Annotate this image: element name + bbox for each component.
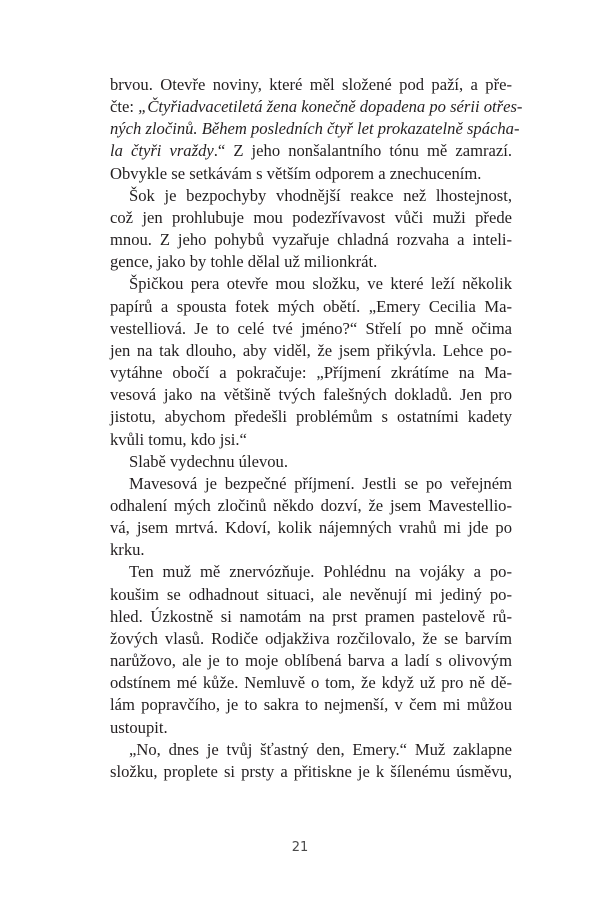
line-text: narůžovo, ale je to moje oblíbená barva a ladí s olivovým: [110, 651, 512, 671]
line-text: .“ Z jeho nonšalantního tónu mě zamrazí.: [213, 141, 512, 161]
line-text: žových vlasů. Rodiče odjakživa rozčilovalo, že se barvím: [110, 628, 512, 648]
line-text: vá, jsem mrtvá. Kdoví, kolik nájemných vrahů mi jde po: [110, 518, 512, 538]
line-text: odhalení mých zločinů někdo dozví, že jsem Mavestellio-: [110, 495, 512, 515]
italic-text: la čtyři vraždy: [110, 141, 214, 161]
text-line: [110, 318, 512, 340]
text-line: [110, 672, 512, 694]
text-line: [110, 96, 523, 118]
line-text: čte:: [110, 97, 139, 117]
text-line: [110, 362, 512, 384]
line-text: což jen prohlubuje mou podezřívavost vůči muži přede: [110, 207, 512, 227]
text-line: [110, 517, 512, 539]
text-line: [110, 650, 512, 672]
line-text: koušim se odhadnout situaci, ale nevěnují mi jediný po-: [110, 584, 512, 604]
text-line: [110, 273, 512, 295]
text-line: [110, 229, 512, 251]
text-line: [110, 429, 512, 451]
text-line: [110, 207, 512, 229]
text-line: [110, 163, 512, 185]
line-text: hled. Úzkostně si namotám na prst pramen pastelově rů-: [110, 606, 512, 626]
text-line: [110, 185, 512, 207]
line-text: krku.: [110, 540, 145, 560]
text-line: [110, 473, 512, 495]
line-text: Mavesová je bezpečné příjmení. Jestli se po veřejném: [129, 473, 512, 493]
line-text: vestelliová. Je to celé tvé jméno?“ Střelí po mně očima: [110, 318, 512, 338]
line-text: mnou. Z jeho pohybů vyzařuje chladná rozvaha a inteli-: [110, 230, 512, 250]
line-text: složku, proplete si prsty a přitiskne je k šílenému úsměvu,: [110, 761, 512, 781]
text-line: [110, 539, 512, 561]
line-text: Obvykle se setkávám s větším odporem a znechucením.: [110, 163, 482, 183]
text-line: [110, 406, 512, 428]
line-text: „No, dnes je tvůj šťastný den, Emery.“ Muž zaklapne: [129, 739, 512, 759]
line-text: jen na tak dlouho, aby viděl, že jsem přikývla. Lehce po-: [110, 340, 512, 360]
line-text: kvůli tomu, kdo jsi.“: [110, 429, 247, 449]
text-line: [110, 694, 512, 716]
text-line: [110, 340, 512, 362]
text-line: [110, 451, 512, 473]
text-line: [110, 717, 512, 739]
italic-text: „Čtyřiadvacetiletá žena konečně dopadena po sérii otřes-: [138, 97, 523, 117]
text-line: [110, 628, 512, 650]
line-text: Šok je bezpochyby vhodnější reakce než lhostejnost,: [129, 185, 512, 205]
text-line: [110, 140, 512, 162]
text-line: [110, 74, 512, 96]
line-text: jistotu, abychom předešli problémům s ostatními kadety: [110, 407, 512, 427]
line-text: vytáhne obočí a pokračuje: „Příjmení zkrátíme na Ma-: [110, 363, 512, 383]
text-line: [110, 739, 512, 761]
page-number: 21: [291, 840, 309, 855]
text-line: [110, 384, 512, 406]
text-line: [110, 251, 512, 273]
line-text: Špičkou pera otevře mou složku, ve které leží několik: [129, 274, 512, 294]
line-text: Ten muž mě znervózňuje. Pohlédnu na vojáky a po-: [129, 562, 512, 582]
text-line: [110, 296, 512, 318]
line-text: brvou. Otevře noviny, které měl složené pod paží, a pře-: [110, 75, 512, 94]
line-text: odstínem mé kůže. Nemluvě o tom, že když už pro ně dě-: [110, 673, 512, 693]
text-line: [110, 495, 512, 517]
line-text: papírů a spousta fotek mých obětí. „Emery Cecilia Ma-: [110, 296, 512, 316]
line-text: lám popravčího, je to sakra to nejmenší, v čem mi můžou: [110, 695, 512, 715]
text-line: [110, 118, 520, 140]
line-text: gence, jako by tohle dělal už milionkrát.: [110, 252, 378, 272]
page-body: [110, 74, 523, 783]
text-line: [110, 761, 512, 783]
line-text: vesová jako na většině tvých falešných dokladů. Jen pro: [110, 385, 512, 405]
italic-text: ných zločinů. Během posledních čtyř let prokazatelně spácha-: [110, 119, 520, 139]
text-line: [110, 584, 512, 606]
line-text: ustoupit.: [110, 717, 168, 737]
line-text: Slabě vydechnu úlevou.: [129, 451, 288, 471]
text-line: [110, 561, 512, 583]
text-line: [110, 606, 512, 628]
